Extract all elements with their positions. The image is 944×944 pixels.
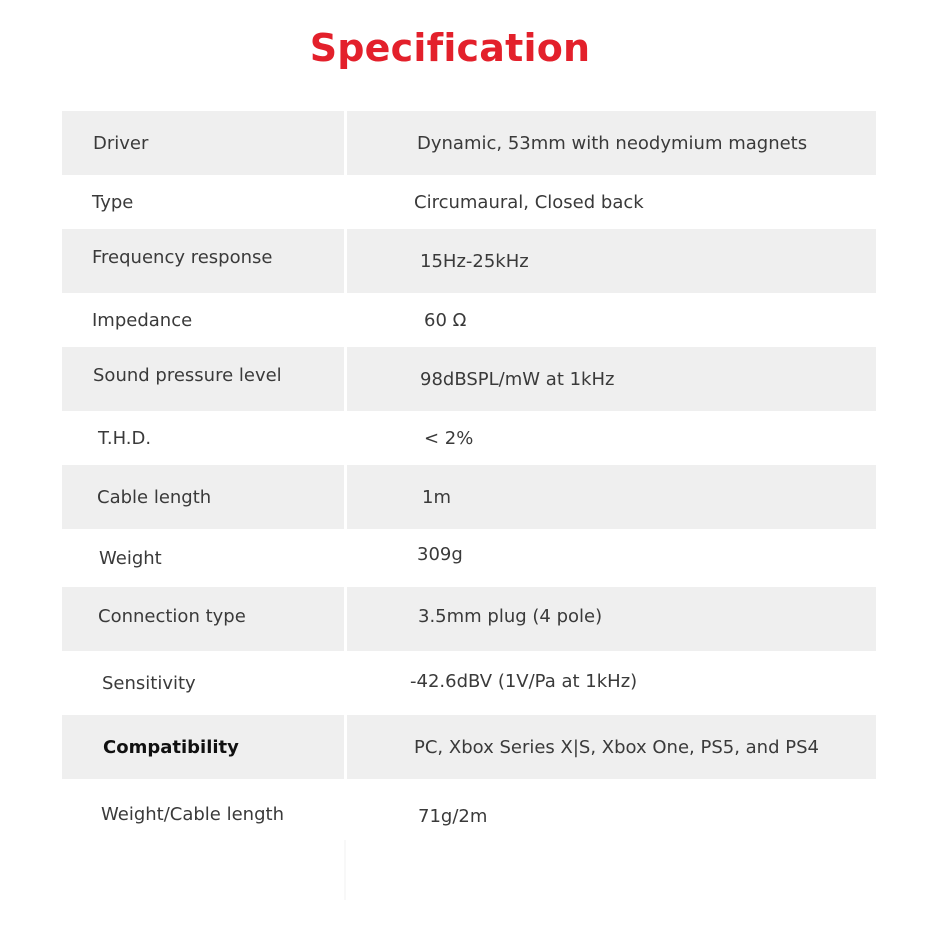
page-title: Specification [309, 26, 591, 70]
spec-label: Connection type [98, 605, 246, 627]
column-divider [344, 840, 346, 900]
spec-value: 3.5mm plug (4 pole) [418, 605, 603, 627]
spec-label: Compatibility [103, 736, 239, 758]
spec-value: 1m [422, 486, 451, 508]
spec-label: Sound pressure level [93, 364, 282, 386]
spec-value: 98dBSPL/mW at 1kHz [420, 368, 615, 390]
spec-value: 309g [417, 543, 463, 565]
spec-value: Dynamic, 53mm with neodymium magnets [417, 132, 808, 154]
spec-value: -42.6dBV (1V/Pa at 1kHz) [410, 670, 638, 692]
spec-value: 71g/2m [418, 805, 488, 827]
spec-value: 15Hz-25kHz [420, 250, 529, 272]
spec-value: Circumaural, Closed back [414, 191, 644, 213]
spec-label: Weight [99, 547, 162, 569]
spec-row-type [62, 175, 876, 229]
spec-label: Weight/Cable length [101, 803, 284, 825]
spec-table [62, 111, 876, 849]
spec-row-weight-cable-length [62, 779, 876, 849]
spec-row-weight [62, 529, 876, 587]
spec-row-impedance [62, 293, 876, 347]
spec-label: Sensitivity [102, 672, 196, 694]
spec-row-cable-length [62, 465, 876, 529]
spec-label: Cable length [97, 486, 212, 508]
spec-row-connection-type [62, 587, 876, 651]
spec-row-thd [62, 411, 876, 465]
spec-row-driver [62, 111, 876, 175]
spec-value: PC, Xbox Series X|S, Xbox One, PS5, and PS4 [414, 736, 819, 758]
spec-label: Driver [93, 132, 149, 154]
spec-value: 60 Ω [424, 309, 467, 331]
spec-label: T.H.D. [98, 427, 152, 449]
spec-row-frequency-response [62, 229, 876, 293]
spec-label: Frequency response [92, 246, 273, 268]
spec-value: < 2% [424, 427, 474, 449]
spec-row-sound-pressure-level [62, 347, 876, 411]
spec-label: Impedance [92, 309, 193, 331]
spec-label: Type [92, 191, 134, 213]
spec-row-compatibility [62, 715, 876, 779]
spec-row-sensitivity [62, 651, 876, 715]
